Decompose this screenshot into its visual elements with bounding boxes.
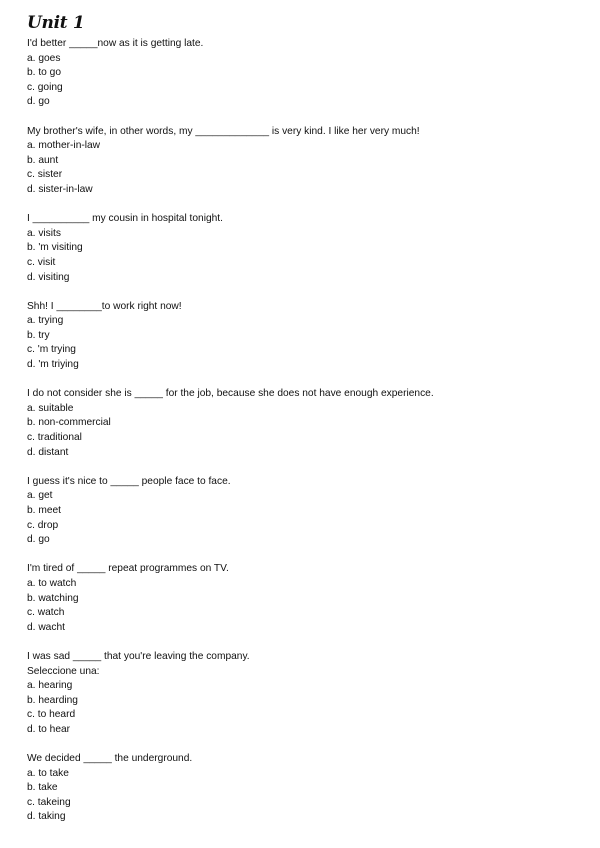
option-c: c. watch [27, 607, 65, 619]
question-3 [27, 212, 577, 285]
option-c: c. takeing [27, 796, 71, 808]
option-b: b. watching [27, 592, 79, 604]
option-c: c. to heard [27, 709, 76, 721]
option-b: b. meet [27, 505, 61, 516]
question-9 [27, 752, 577, 825]
option-d: d. go [27, 96, 50, 108]
question-2 [27, 125, 577, 198]
option-d: d. visiting [27, 271, 70, 283]
option-d: d. taking [27, 811, 66, 823]
option-b: b. non-commercial [27, 417, 111, 429]
option-a: a. get [27, 490, 53, 502]
option-d: d. sister-in-law [27, 183, 93, 195]
option-b: b. try [27, 329, 50, 341]
option-a: a. suitable [27, 402, 74, 414]
option-b: b. 'm visiting [27, 242, 83, 254]
option-b: b. hearding [27, 694, 78, 706]
question-text: I'm tired of _____ repeat programmes on TV. [27, 563, 229, 575]
question-text: I'd better _____now as it is getting late. [27, 38, 204, 49]
option-a: a. goes [27, 52, 61, 64]
option-b: b. aunt [27, 154, 59, 166]
option-d: d. go [27, 534, 50, 546]
option-a: a. hearing [27, 680, 73, 692]
option-b: b. take [27, 782, 58, 794]
page-title: Unit 1 [27, 13, 85, 33]
select-one-label: Seleccione una: [27, 665, 100, 677]
option-a: a. to take [27, 767, 69, 779]
question-text: I guess it's nice to _____ people face to face. [27, 475, 231, 487]
option-d: d. wacht [27, 621, 65, 633]
option-c: c. traditional [27, 432, 82, 444]
option-a: a. mother-in-law [27, 140, 101, 152]
option-a: a. visits [27, 227, 61, 239]
option-d: d. to hear [27, 723, 71, 735]
question-text: Shh! I ________to work right now! [27, 300, 182, 312]
option-c: c. sister [27, 169, 63, 181]
option-a: a. to watch [27, 577, 77, 589]
option-d: d. 'm triying [27, 359, 79, 371]
question-7 [27, 562, 577, 635]
option-c: c. visit [27, 256, 56, 268]
question-1 [27, 37, 577, 110]
question-text: My brother's wife, in other words, my _____________ is very kind. I like her very much! [27, 125, 420, 137]
question-text: I was sad _____ that you're leaving the company. [27, 650, 250, 662]
option-c: c. going [27, 81, 63, 93]
question-text: I __________ my cousin in hospital tonight. [27, 213, 223, 225]
option-c: c. drop [27, 519, 59, 531]
option-d: d. distant [27, 446, 69, 458]
question-8 [27, 650, 577, 738]
worksheet-page [27, 12, 577, 840]
option-a: a. trying [27, 315, 64, 327]
option-b: b. to go [27, 67, 61, 79]
question-5 [27, 387, 577, 460]
question-text: We decided _____ the underground. [27, 753, 193, 765]
question-text: I do not consider she is _____ for the job, because she does not have enough experience. [27, 388, 434, 400]
question-4 [27, 300, 577, 373]
question-6 [27, 475, 577, 548]
option-c: c. 'm trying [27, 344, 76, 356]
